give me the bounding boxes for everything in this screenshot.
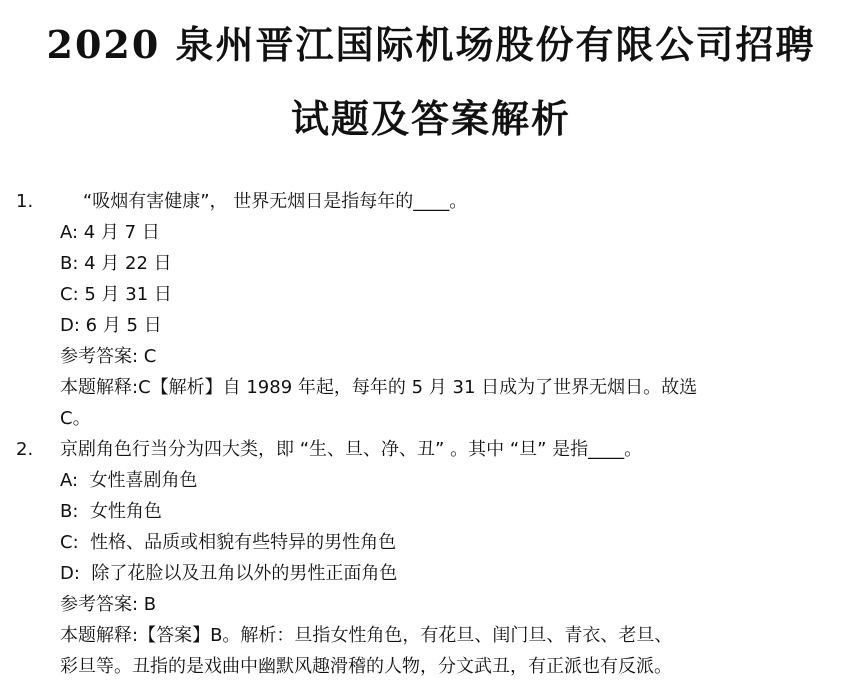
option-d: D: 6 月 5 日 [60, 315, 162, 336]
explanation-line-2: C。 [60, 408, 91, 429]
option-b: B: 女性角色 [60, 501, 162, 522]
question-stem: “吸烟有害健康”， 世界无烟日是指每年的____。 [60, 191, 468, 212]
explanation-line-1: 本题解释:C【解析】自 1989 年起，每年的 5 月 31 日成为了世界无烟日。故选 [60, 377, 698, 398]
explanation-line-1: 本题解释:【答案】B。解析：旦指女性角色，有花旦、闺门旦、青衣、老旦、 [60, 625, 673, 646]
option-a: A: 4 月 7 日 [60, 222, 160, 243]
document-title-line-2: 试题及答案解析 [290, 96, 571, 141]
option-d: D: 除了花脸以及丑角以外的男性正面角色 [60, 563, 398, 584]
question-number: 1. [16, 191, 34, 212]
option-c: C: 5 月 31 日 [60, 284, 172, 305]
question-number: 2. [16, 439, 34, 460]
option-c: C: 性格、品质或相貌有些特异的男性角色 [60, 532, 397, 553]
document-title-line-1: 2020 泉州晋江国际机场股份有限公司招聘 [46, 22, 816, 67]
question-stem: 京剧角色行当分为四大类，即 “生、旦、净、丑” 。其中 “旦” 是指____。 [60, 439, 643, 460]
option-a: A: 女性喜剧角色 [60, 470, 198, 491]
option-b: B: 4 月 22 日 [60, 253, 172, 274]
reference-answer: 参考答案: B [60, 594, 157, 615]
reference-answer: 参考答案: C [60, 346, 157, 367]
explanation-line-2: 彩旦等。丑指的是戏曲中幽默风趣滑稽的人物，分文武丑，有正派也有反派。 [60, 656, 672, 677]
